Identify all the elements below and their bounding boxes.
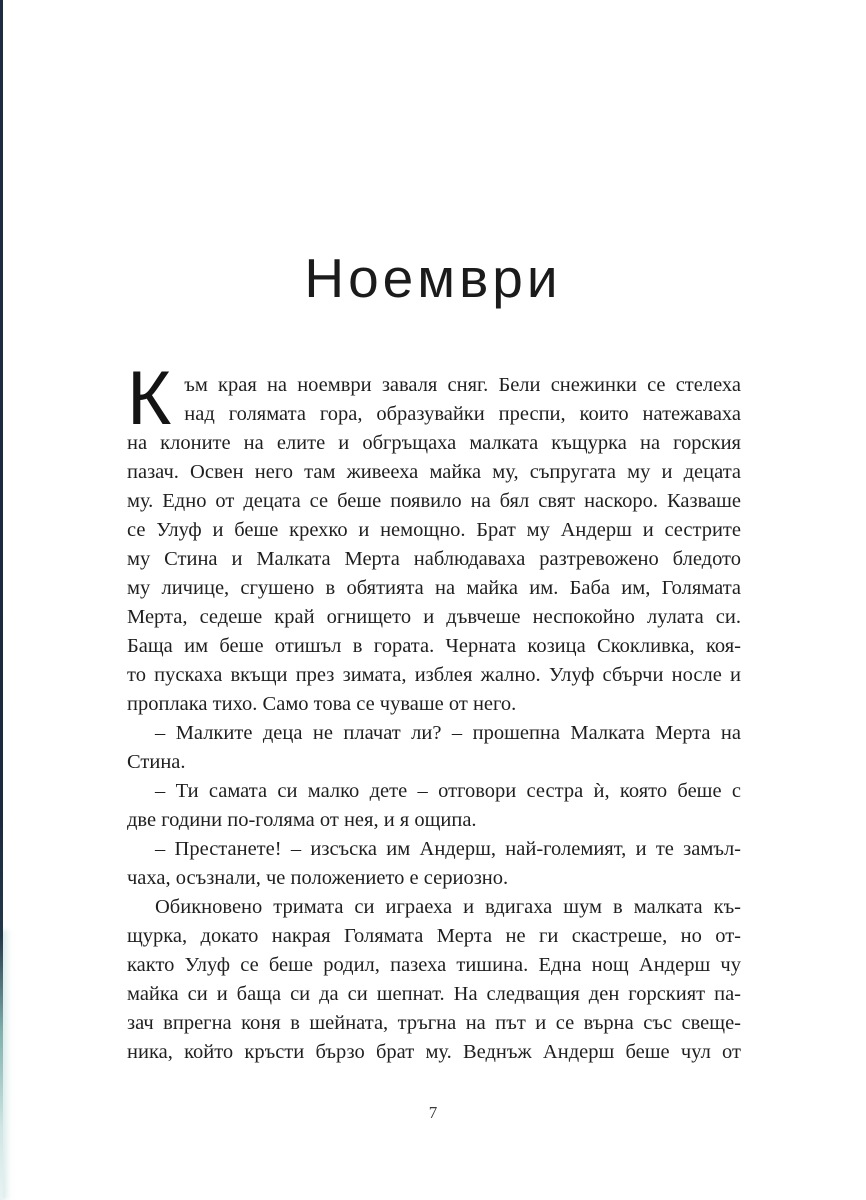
- text-line: майка си и баща си да си шепнат. На следващия ден горският па-: [127, 983, 741, 1005]
- text-line: – Ти самата си малко дете – отговори сестра ѝ, която беше с: [155, 780, 741, 802]
- text-line: Баща им беше отишъл в гората. Черната козица Скокливка, коя-: [127, 635, 741, 657]
- text-line: две години по-голяма от нея, и я ощипа.: [127, 809, 477, 831]
- text-line: Мерта, седеше край огнището и дъвчеше неспокойно лулата си.: [127, 606, 741, 628]
- page-edge-shadow: [0, 0, 3, 1200]
- drop-cap: К: [127, 356, 172, 441]
- text-line: ника, който кръсти бързо брат му. Веднъж Андерш беше чул от: [127, 1041, 741, 1063]
- paragraph: [127, 835, 741, 893]
- paragraph: [127, 893, 741, 1067]
- text-line: на клоните на елите и обгръщаха малката къщурка на горския: [127, 432, 741, 454]
- text-line: се Улуф и беше крехко и немощно. Брат му Андерш и сестрите: [127, 519, 741, 541]
- text-line: чаха, осъзнали, че положението е сериозно.: [127, 867, 509, 889]
- text-line: – Престанете! – изсъска им Андерш, най-големият, и те замъл-: [155, 838, 741, 860]
- text-line: над голямата гора, образувайки преспи, които натежаваха: [184, 403, 741, 425]
- text-line: то пускаха вкъщи през зимата, изблея жално. Улуф сбърчи носле и: [127, 664, 741, 686]
- paragraph: [127, 356, 741, 719]
- text-line: както Улуф се беше родил, пазеха тишина. Една нощ Андерш чу: [127, 954, 741, 976]
- page-number: 7: [428, 1103, 438, 1122]
- text-line: – Малките деца не плачат ли? – прошепна Малката Мерта на: [155, 722, 741, 744]
- text-line: Стина.: [127, 751, 186, 773]
- text-line: щурка, докато накрая Голямата Мерта не ги скастреше, но от-: [127, 925, 741, 947]
- body-text: [127, 356, 741, 1067]
- text-line: му Стина и Малката Мерта наблюдаваха разтревожено бледото: [127, 548, 741, 570]
- paragraph: [127, 719, 741, 777]
- text-line: проплака тихо. Само това се чуваше от него.: [127, 693, 517, 715]
- text-line: зач впрегна коня в шейната, тръгна на път и се върна със свеще-: [127, 1012, 741, 1034]
- chapter-title: Ноември: [304, 247, 562, 309]
- text-line: Обикновено тримата си играеха и вдигаха шум в малката къ-: [155, 896, 741, 918]
- text-line: му личице, сгушено в обятията на майка им. Баба им, Голямата: [127, 577, 741, 599]
- text-line: ъм края на ноември заваля сняг. Бели снежинки се стелеха: [184, 374, 741, 396]
- text-line: пазач. Освен него там живееха майка му, съпругата му и децата: [127, 461, 741, 483]
- paragraph: [127, 777, 741, 835]
- text-line: му. Едно от децата се беше появило на бял свят наскоро. Казваше: [127, 490, 741, 512]
